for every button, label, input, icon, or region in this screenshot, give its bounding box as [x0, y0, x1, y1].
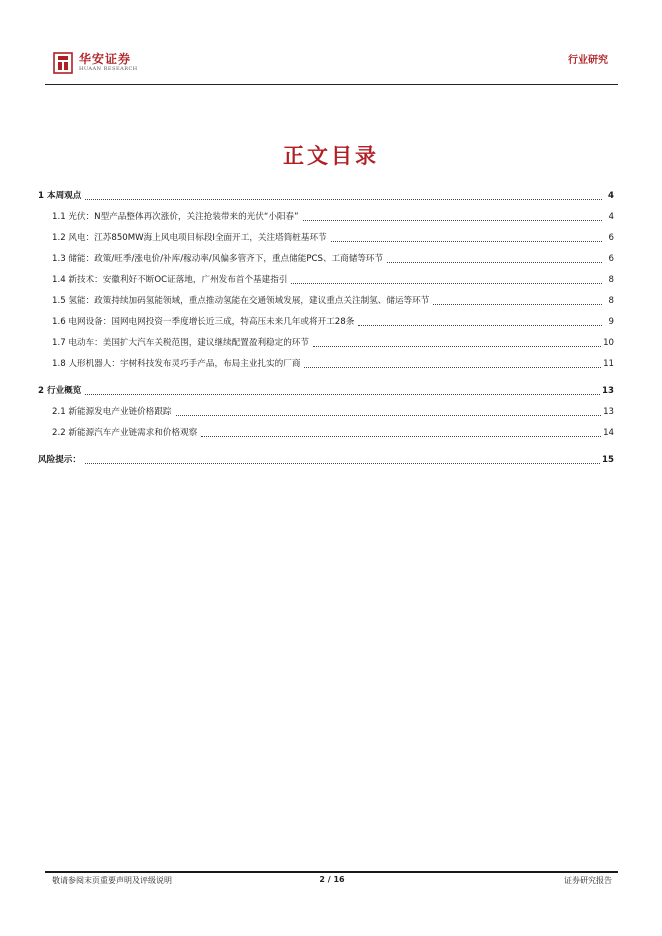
toc-entry-page: 10	[603, 338, 614, 348]
toc-entry-2[interactable]	[38, 376, 614, 397]
toc-entry-label: 1 本周观点	[38, 191, 82, 201]
toc-entry-label: 1.5 氢能：政策持续加码氢能领域，重点推动氢能在交通领域发展，建议重点关注制氢、储运等环节	[52, 296, 430, 306]
logo-english-name: HUAAN RESEARCH	[79, 66, 138, 72]
document-type-label: 行业研究	[568, 55, 608, 66]
toc-entry-1-1[interactable]	[38, 202, 614, 223]
dot-leader	[331, 240, 602, 242]
table-of-contents	[38, 181, 614, 466]
toc-entry-page: 14	[603, 428, 614, 438]
toc-entry-page: 6	[608, 233, 614, 243]
dot-leader	[358, 324, 602, 326]
toc-entry-page: 8	[608, 296, 614, 306]
toc-entry-label: 2 行业概览	[38, 386, 82, 396]
toc-entry-label: 1.7 电动车：美国扩大汽车关税范围，建议继续配置盈利稳定的环节	[52, 338, 310, 348]
toc-entry-risk[interactable]	[38, 445, 614, 466]
toc-entry-label: 2.2 新能源汽车产业链需求和价格观察	[52, 428, 198, 438]
toc-entry-page: 4	[608, 212, 614, 222]
toc-entry-page: 13	[602, 386, 614, 396]
disclaimer-note: 敬请参阅末页重要声明及评级说明	[52, 876, 172, 885]
toc-entry-label: 2.1 新能源发电产业链价格跟踪	[52, 407, 172, 417]
toc-entry-1-6[interactable]	[38, 307, 614, 328]
toc-entry-label: 1.1 光伏：N型产品整体再次涨价，关注抢装带来的光伏“小阳春”	[52, 212, 299, 222]
toc-entry-label: 风险提示：	[38, 455, 81, 465]
toc-entry-page: 11	[603, 359, 614, 369]
toc-entry-1-4[interactable]	[38, 265, 614, 286]
dot-leader	[85, 393, 600, 395]
toc-entry-page: 4	[608, 191, 614, 201]
toc-entry-page: 15	[602, 455, 614, 465]
toc-entry-1-3[interactable]	[38, 244, 614, 265]
dot-leader	[303, 219, 602, 221]
toc-entry-label: 1.3 储能：政策/旺季/涨电价/补库/稼动率/风偏多管齐下，重点储能PCS、工商储等环节	[52, 254, 384, 264]
dot-leader	[176, 414, 602, 416]
footer-divider	[45, 871, 618, 873]
dot-leader	[313, 345, 601, 347]
toc-entry-page: 9	[608, 317, 614, 327]
logo-seal-icon	[53, 52, 73, 74]
toc-entry-2-1[interactable]	[38, 397, 614, 418]
toc-entry-1-2[interactable]	[38, 223, 614, 244]
header-divider	[45, 84, 618, 85]
toc-entry-page: 13	[603, 407, 614, 417]
toc-entry-page: 8	[608, 275, 614, 285]
toc-entry-label: 1.4 新技术：安徽利好不断OC证落地，广州发布首个基建指引	[52, 275, 288, 285]
company-logo	[53, 52, 138, 74]
dot-leader	[85, 462, 600, 464]
toc-entry-label: 1.2 风电：江苏850MW海上风电项目标段Ⅰ全面开工，关注塔筒桩基环节	[52, 233, 327, 243]
toc-entry-label: 1.8 人形机器人：宇树科技发布灵巧手产品，布局主业扎实的厂商	[52, 359, 301, 369]
toc-entry-1-8[interactable]	[38, 349, 614, 370]
toc-title: 正文目录	[283, 144, 379, 168]
toc-entry-label: 1.6 电网设备：国网电网投资一季度增长近三成，特高压未来几年或将开工28条	[52, 317, 355, 327]
dot-leader	[291, 282, 602, 284]
page-number: 2 / 16	[319, 875, 345, 884]
toc-entry-1[interactable]	[38, 181, 614, 202]
dot-leader	[433, 303, 602, 305]
dot-leader	[85, 198, 602, 200]
dot-leader	[201, 435, 601, 437]
toc-entry-page: 6	[608, 254, 614, 264]
toc-entry-1-7[interactable]	[38, 328, 614, 349]
page-header	[0, 0, 662, 90]
toc-entry-2-2[interactable]	[38, 418, 614, 439]
toc-entry-1-5[interactable]	[38, 286, 614, 307]
dot-leader	[387, 261, 602, 263]
logo-chinese-name: 华安证券	[79, 52, 132, 66]
dot-leader	[304, 366, 601, 368]
report-type-label: 证券研究报告	[564, 876, 612, 885]
